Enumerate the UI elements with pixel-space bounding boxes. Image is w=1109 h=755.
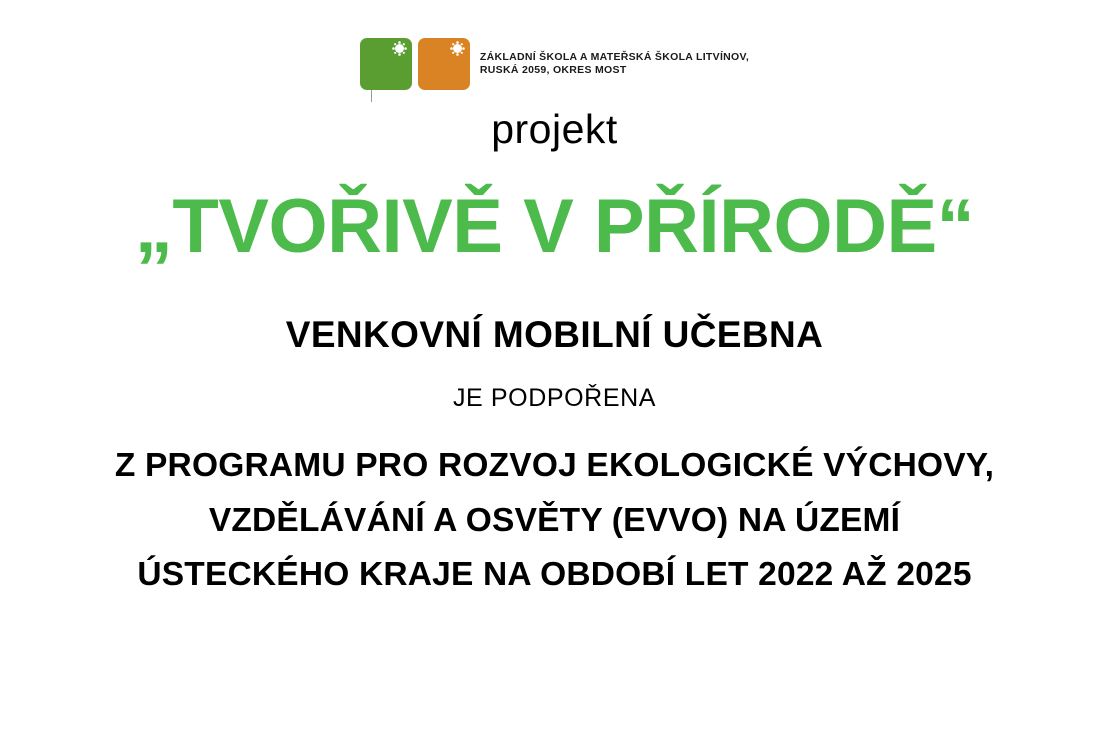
project-title: „TVOŘIVĚ V PŘÍRODĚ“ bbox=[134, 184, 975, 269]
sun-icon bbox=[453, 44, 462, 53]
project-label: projekt bbox=[491, 106, 618, 152]
sun-icon bbox=[395, 44, 404, 53]
program-description bbox=[115, 439, 994, 603]
logo-text-line-1: ZÁKLADNÍ ŠKOLA A MATEŘSKÁ ŠKOLA LITVÍNOV, bbox=[479, 50, 750, 63]
program-line: VZDĚLÁVÁNÍ A OSVĚTY (EVVO) NA ÚZEMÍ bbox=[208, 501, 901, 539]
program-line: ÚSTECKÉHO KRAJE NA OBDOBÍ LET 2022 AŽ 2025 bbox=[137, 556, 972, 594]
supported-label: JE PODPOŘENA bbox=[452, 384, 657, 412]
program-line: Z PROGRAMU PRO ROZVOJ EKOLOGICKÉ VÝCHOVY, bbox=[114, 447, 995, 484]
project-subtitle: VENKOVNÍ MOBILNÍ UČEBNA bbox=[285, 314, 824, 355]
logo-marks bbox=[360, 38, 470, 90]
family-green-icon bbox=[360, 38, 412, 90]
children-orange-icon bbox=[418, 38, 470, 90]
logo-text-line-2: RUSKÁ 2059, OKRES MOST bbox=[479, 64, 627, 76]
school-logo bbox=[360, 38, 749, 90]
logo-text bbox=[480, 51, 749, 77]
